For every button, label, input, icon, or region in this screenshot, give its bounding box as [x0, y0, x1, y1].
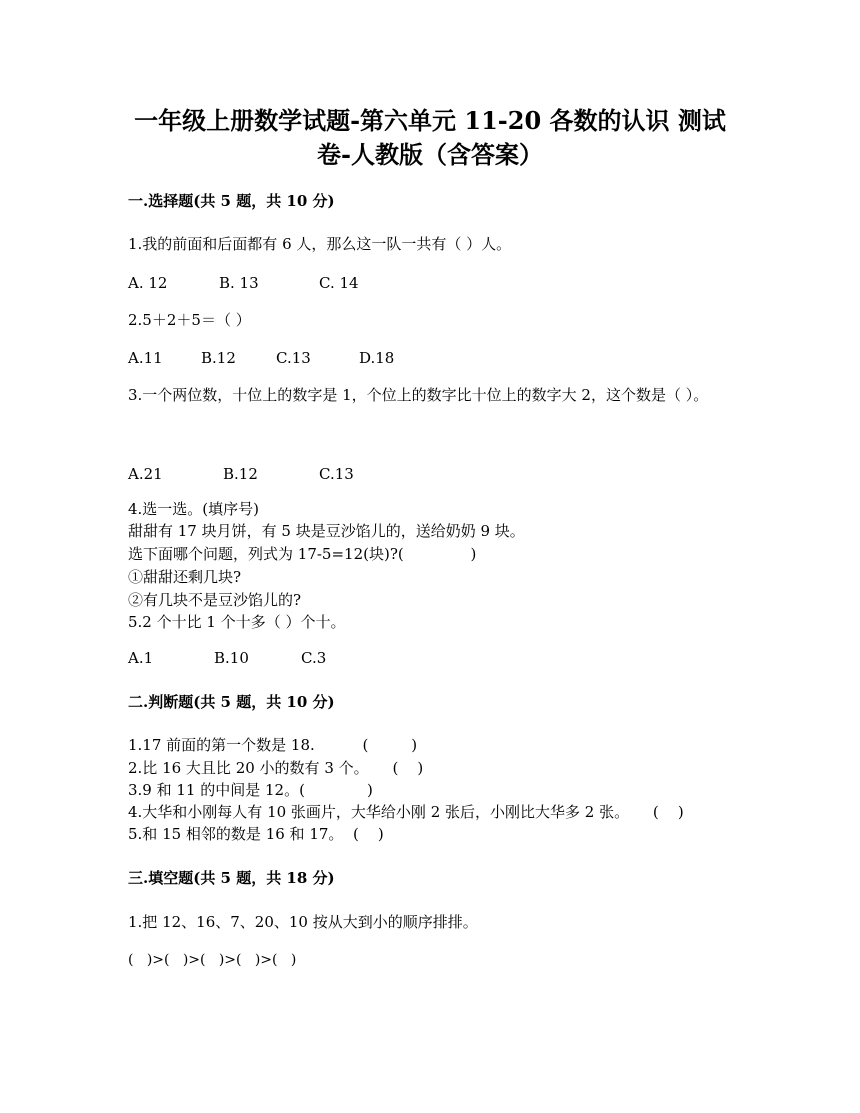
fill-question-1: 1.把 12、16、7、20、10 按从大到小的顺序排排。 — [128, 913, 478, 931]
judge-question-2: 2.比 16 大且比 20 小的数有 3 个。 ( ) — [128, 759, 424, 777]
option-a: A.1 — [128, 649, 154, 667]
option-c: C.13 — [276, 349, 311, 367]
option-b: B.10 — [214, 649, 249, 667]
fill-question-1-blanks: ( )>( )>( )>( )>( ) — [128, 952, 297, 968]
option-b: B. 13 — [219, 274, 259, 292]
section-heading-judge: 二.判断题(共 5 题，共 10 分) — [128, 693, 335, 711]
choice-question-4-line-5: ②有几块不是豆沙馅儿的? — [128, 591, 302, 609]
option-c: C.3 — [301, 649, 327, 667]
document-title — [120, 104, 740, 172]
option-a: A.21 — [128, 465, 163, 483]
judge-question-3: 3.9 和 11 的中间是 12。( ) — [128, 781, 373, 799]
section-heading-choice: 一.选择题(共 5 题，共 10 分) — [128, 192, 335, 210]
option-b: B.12 — [223, 465, 258, 483]
judge-question-1: 1.17 前面的第一个数是 18. ( ) — [128, 736, 418, 754]
choice-question-4-line-4: ①甜甜还剩几块? — [128, 568, 242, 586]
option-b: B.12 — [201, 349, 236, 367]
judge-question-5: 5.和 15 相邻的数是 16 和 17。 ( ) — [128, 825, 384, 843]
choice-question-4-line-2: 甜甜有 17 块月饼，有 5 块是豆沙馅儿的，送给奶奶 9 块。 — [128, 522, 525, 540]
option-a: A. 12 — [128, 274, 168, 292]
choice-question-1: 1.我的前面和后面都有 6 人，那么这一队一共有（ ）人。 — [128, 235, 512, 253]
choice-question-4-line-1: 4.选一选。(填序号) — [128, 500, 260, 518]
choice-question-5: 5.2 个十比 1 个十多（ ）个十。 — [128, 613, 346, 631]
title-line-2: 卷-人教版（含答案） — [317, 140, 543, 169]
option-c: C.13 — [319, 465, 354, 483]
choice-question-2: 2.5＋2＋5＝（ ） — [128, 311, 251, 329]
option-c: C. 14 — [319, 274, 359, 292]
title-line-1: 一年级上册数学试题-第六单元 11-20 各数的认识 测试 — [134, 106, 726, 135]
judge-question-4: 4.大华和小刚每人有 10 张画片，大华给小刚 2 张后，小刚比大华多 2 张。 ( ) — [128, 803, 684, 821]
option-a: A.11 — [128, 349, 163, 367]
choice-question-4-line-3: 选下面哪个问题，列式为 17-5=12(块)?( ) — [128, 545, 477, 563]
section-heading-fill: 三.填空题(共 5 题，共 18 分) — [128, 869, 335, 887]
choice-question-3: 3.一个两位数，十位上的数字是 1，个位上的数字比十位上的数字大 2，这个数是（ ）。 — [128, 386, 709, 404]
option-d: D.18 — [359, 349, 395, 367]
